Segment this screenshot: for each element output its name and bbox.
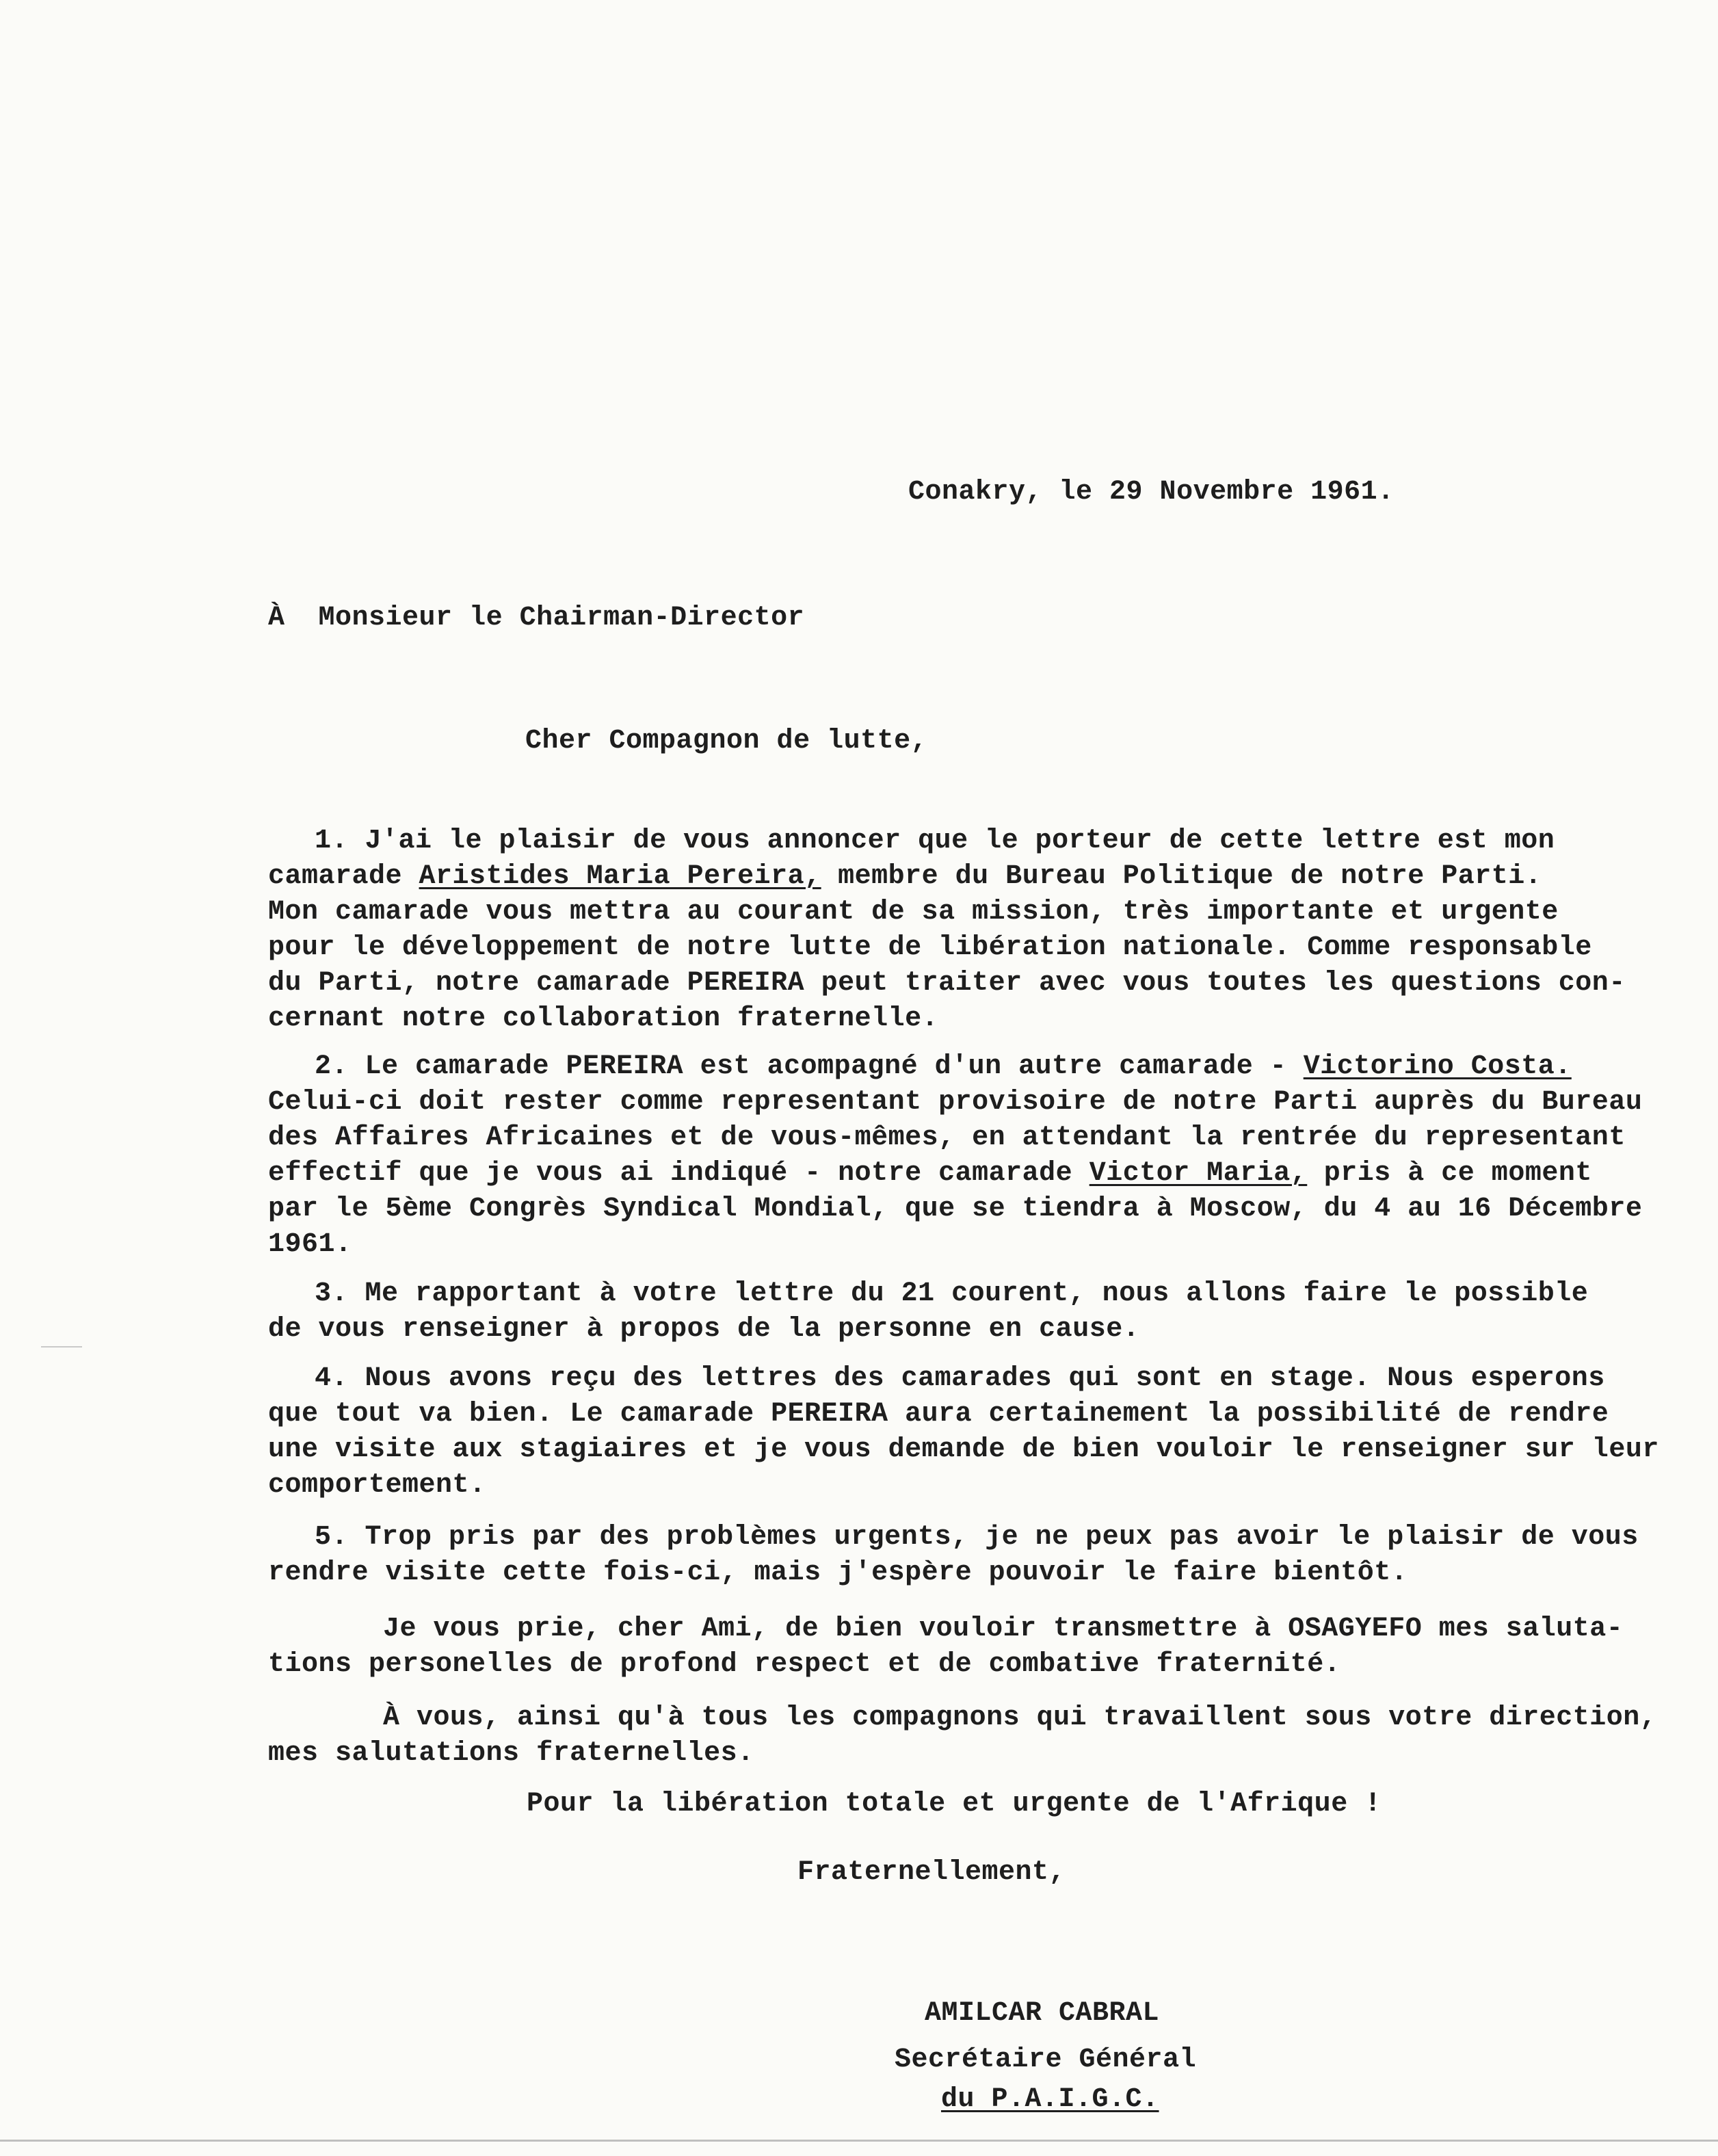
p5-line-2: rendre visite cette fois-ci, mais j'espère pouvoir le faire bientôt.	[268, 1557, 1408, 1588]
p4-line-1: 4. Nous avons reçu des lettres des camarades qui sont en stage. Nous esperons	[315, 1363, 1605, 1394]
p6-line-2: tions personelles de profond respect et de combative fraternité.	[268, 1649, 1341, 1680]
p7-line-2: mes salutations fraternelles.	[268, 1738, 754, 1769]
p2-line-4	[268, 1156, 1592, 1192]
p1-line-2	[268, 859, 1542, 895]
p2-text: 2. Le camarade PEREIRA est acompagné d'un autre camarade -	[315, 1051, 1304, 1082]
place-date: Conakry, le 29 Novembre 1961.	[908, 477, 1395, 508]
p2-text: effectif que je vous ai indiqué - notre camarade	[268, 1158, 1089, 1189]
p1-line-6: cernant notre collaboration fraternelle.	[268, 1003, 939, 1034]
p7-line-1: À vous, ainsi qu'à tous les compagnons qui travaillent sous votre direction,	[383, 1703, 1657, 1733]
closing: Fraternellement,	[797, 1857, 1066, 1888]
addressee-prefix: À	[268, 603, 285, 633]
name-aristides-maria-pereira: Aristides Maria Pereira,	[419, 861, 821, 892]
p4-line-4: comportement.	[268, 1470, 486, 1501]
p1-text: camarade	[268, 861, 419, 892]
name-victorino-costa: Victorino Costa.	[1303, 1051, 1572, 1082]
p2-line-2: Celui-ci doit rester comme representant provisoire de notre Parti auprès du Bureau	[268, 1087, 1643, 1118]
p4-line-2: que tout va bien. Le camarade PEREIRA aura certainement la possibilité de rendre	[268, 1399, 1609, 1430]
p1-line-4: pour le développement de notre lutte de libération nationale. Comme responsable	[268, 932, 1592, 963]
p2-line-3: des Affaires Africaines et de vous-mêmes, en attendant la rentrée du representant	[268, 1122, 1626, 1153]
p2-line-6: 1961.	[268, 1229, 352, 1260]
p3-line-2: de vous renseigner à propos de la personne en cause.	[268, 1314, 1140, 1345]
p6-line-1: Je vous prie, cher Ami, de bien vouloir transmettre à OSAGYEFO mes saluta-	[383, 1614, 1624, 1644]
slogan: Pour la libération totale et urgente de l'Afrique !	[527, 1789, 1382, 1819]
p1-line-5: du Parti, notre camarade PEREIRA peut traiter avec vous toutes les questions con-	[268, 968, 1626, 999]
signature-title: Secrétaire Général	[895, 2045, 1197, 2075]
addressee: Monsieur le Chairman-Director	[318, 603, 805, 633]
p2-text: pris à ce moment	[1307, 1158, 1592, 1189]
p1-text: membre du Bureau Politique de notre Parti.	[821, 861, 1542, 892]
addressee-line	[268, 601, 804, 636]
scan-edge	[0, 2140, 1718, 2142]
scan-mark	[41, 1346, 82, 1348]
p4-line-3: une visite aux stagiaires et je vous demande de bien vouloir le renseigner sur leur	[268, 1434, 1659, 1465]
p1-line-1: 1. J'ai le plaisir de vous annoncer que le porteur de cette lettre est mon	[315, 826, 1555, 856]
p2-line-5: par le 5ème Congrès Syndical Mondial, que se tiendra à Moscow, du 4 au 16 Décembre	[268, 1194, 1643, 1224]
p3-line-1: 3. Me rapportant à votre lettre du 21 courent, nous allons faire le possible	[315, 1278, 1589, 1309]
signature-name: AMILCAR CABRAL	[925, 1998, 1160, 2029]
p2-line-1	[315, 1049, 1572, 1085]
name-victor-maria: Victor Maria,	[1089, 1158, 1308, 1189]
p1-line-3: Mon camarade vous mettra au courant de sa mission, très importante et urgente	[268, 897, 1559, 928]
salutation: Cher Compagnon de lutte,	[525, 726, 928, 757]
p5-line-1: 5. Trop pris par des problèmes urgents, je ne peux pas avoir le plaisir de vous	[315, 1522, 1639, 1553]
signature-org: du P.A.I.G.C.	[941, 2084, 1159, 2115]
